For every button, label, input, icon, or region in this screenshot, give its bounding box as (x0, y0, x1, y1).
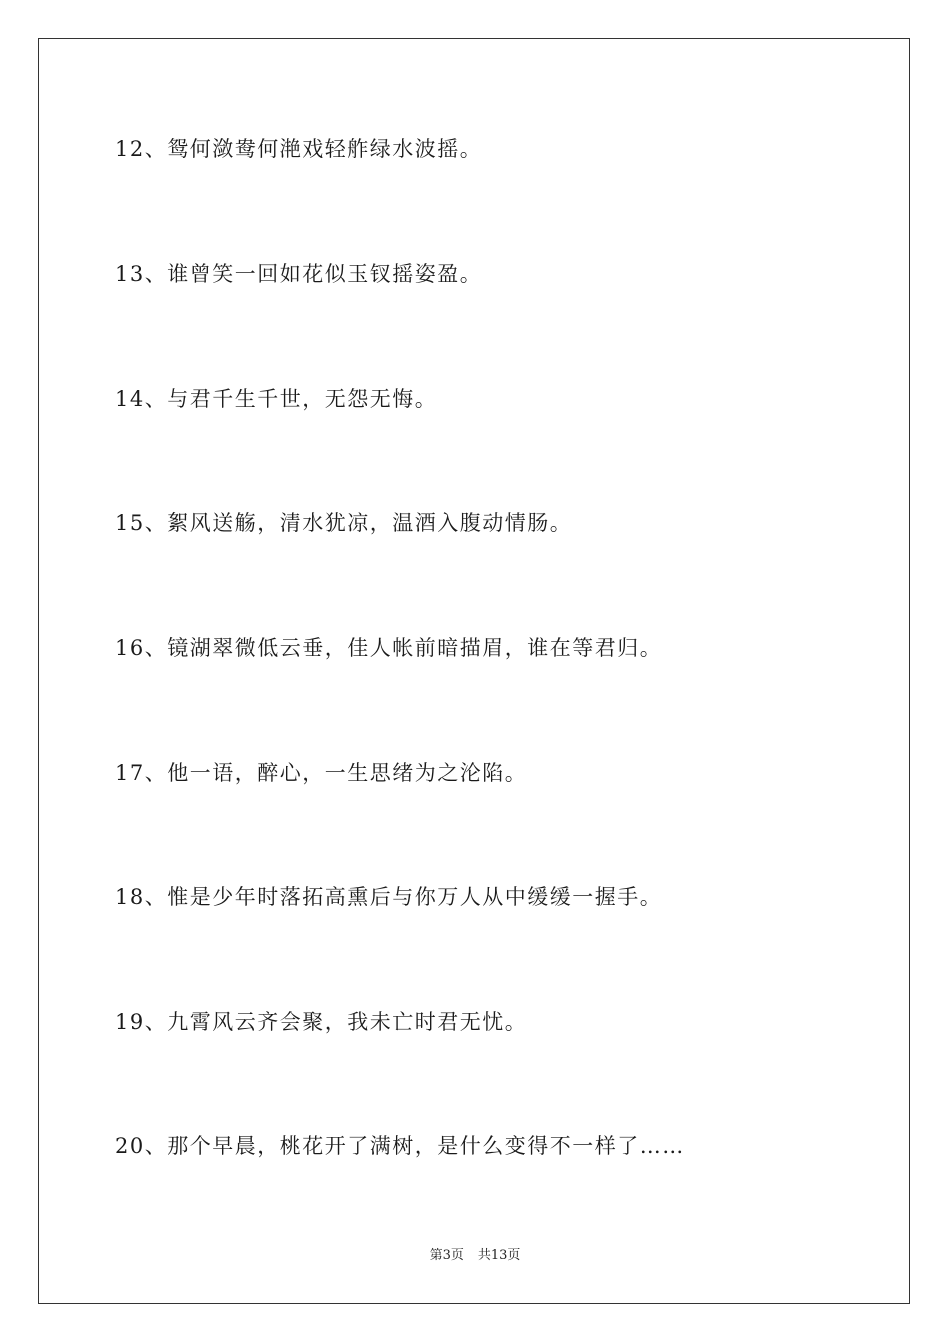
list-item: 14、与君千生千世，无怨无悔。 (115, 387, 438, 411)
page-border (38, 38, 910, 1304)
list-item: 16、镜湖翠微低云垂，佳人帐前暗描眉，谁在等君归。 (115, 636, 663, 660)
page-total: 共13页 (477, 1248, 521, 1263)
list-item: 19、九霄风云齐会聚，我未亡时君无忧。 (115, 1010, 528, 1034)
page-number: 第3页 (429, 1248, 464, 1263)
list-item: 17、他一语，醉心，一生思绪为之沦陷。 (115, 761, 528, 785)
list-item: 20、那个早晨，桃花开了满树，是什么变得不一样了…… (115, 1134, 685, 1158)
page-footer (0, 1247, 950, 1265)
list-item: 15、絮风送觞，清水犹凉，温酒入腹动情肠。 (115, 511, 573, 535)
list-item: 18、惟是少年时落拓高熏后与你万人从中缓缓一握手。 (115, 885, 663, 909)
list-item: 12、鸳何潋鸯何滟戏轻舴绿水波摇。 (115, 137, 483, 161)
list-item: 13、谁曾笑一回如花似玉钗摇姿盈。 (115, 262, 483, 286)
